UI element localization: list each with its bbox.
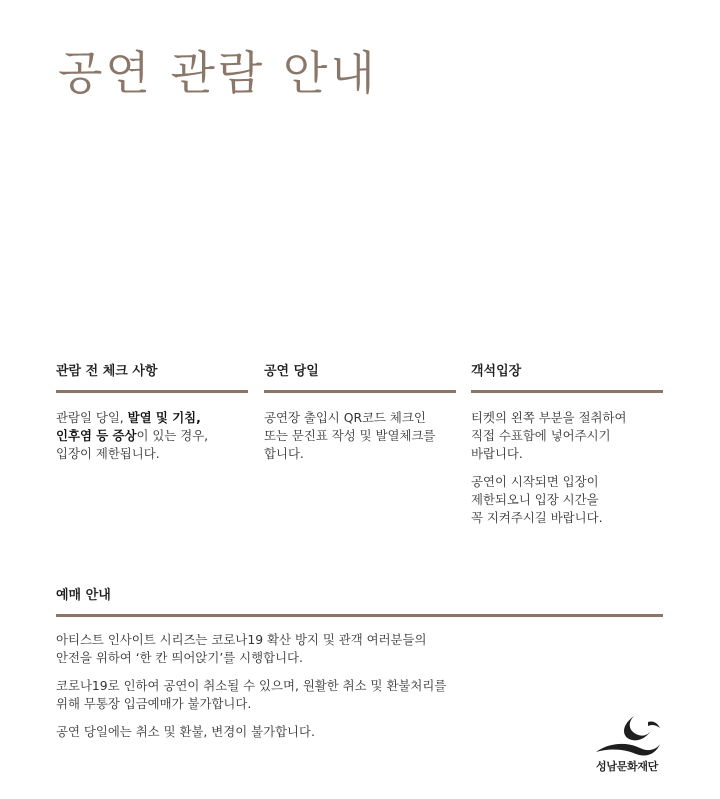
emphasis-text: 발열 및 기침, xyxy=(127,410,201,425)
section-body xyxy=(264,409,456,463)
text-line: 공연이 시작되면 입장이 xyxy=(471,474,599,489)
section-heading: 관람 전 체크 사항 xyxy=(56,358,248,393)
paragraph xyxy=(471,473,663,527)
swan-wave-logo-icon xyxy=(588,712,666,758)
section-precheck xyxy=(56,358,248,473)
text-line: 공연장 출입시 QR코드 체크인 xyxy=(264,410,426,425)
section-heading: 예매 안내 xyxy=(56,582,663,617)
emphasis-text: 인후염 등 증상 xyxy=(56,428,137,443)
section-heading: 공연 당일 xyxy=(264,358,456,393)
text-line: 티켓의 왼쪽 부분을 절취하여 xyxy=(471,410,627,425)
paragraph xyxy=(264,409,456,463)
section-seating-entry xyxy=(471,358,663,537)
text-line: 안전을 위하여 ‘한 칸 띄어앉기’를 시행합니다. xyxy=(56,650,303,665)
text-line: 꼭 지켜주시길 바랍니다. xyxy=(471,510,603,525)
section-heading: 객석입장 xyxy=(471,358,663,393)
text-line: 바랍니다. xyxy=(471,446,523,461)
page-title: 공연 관람 안내 xyxy=(58,46,378,100)
section-performance-day xyxy=(264,358,456,473)
text-line: 또는 문진표 작성 및 발열체크를 xyxy=(264,428,436,443)
section-reservation xyxy=(56,582,663,751)
text-line: 코로나19로 인하여 공연이 취소될 수 있으며, 원활한 취소 및 환불처리를 xyxy=(56,678,447,693)
paragraph xyxy=(56,677,663,713)
section-body xyxy=(56,409,248,463)
text-line: 제한되오니 입장 시간을 xyxy=(471,492,599,507)
text-line: 공연 당일에는 취소 및 환불, 변경이 불가합니다. xyxy=(56,724,315,739)
paragraph xyxy=(56,409,248,463)
text-line: 직접 수표함에 넣어주시기 xyxy=(471,428,611,443)
paragraph xyxy=(56,631,663,667)
foundation-logo xyxy=(588,712,666,774)
paragraph xyxy=(471,409,663,463)
paragraph xyxy=(56,723,663,741)
text-line: 위해 무통장 입금예매가 불가합니다. xyxy=(56,696,252,711)
text-run: 입장이 제한됩니다. xyxy=(56,446,160,461)
section-body xyxy=(56,631,663,741)
text-run: 이 있는 경우, xyxy=(136,428,209,443)
section-body xyxy=(471,409,663,527)
text-run: 관람일 당일, xyxy=(56,410,128,425)
text-line: 아티스트 인사이트 시리즈는 코로나19 확산 방지 및 관객 여러분들의 xyxy=(56,632,427,647)
logo-text: 성남문화재단 xyxy=(596,760,658,773)
text-line: 합니다. xyxy=(264,446,304,461)
